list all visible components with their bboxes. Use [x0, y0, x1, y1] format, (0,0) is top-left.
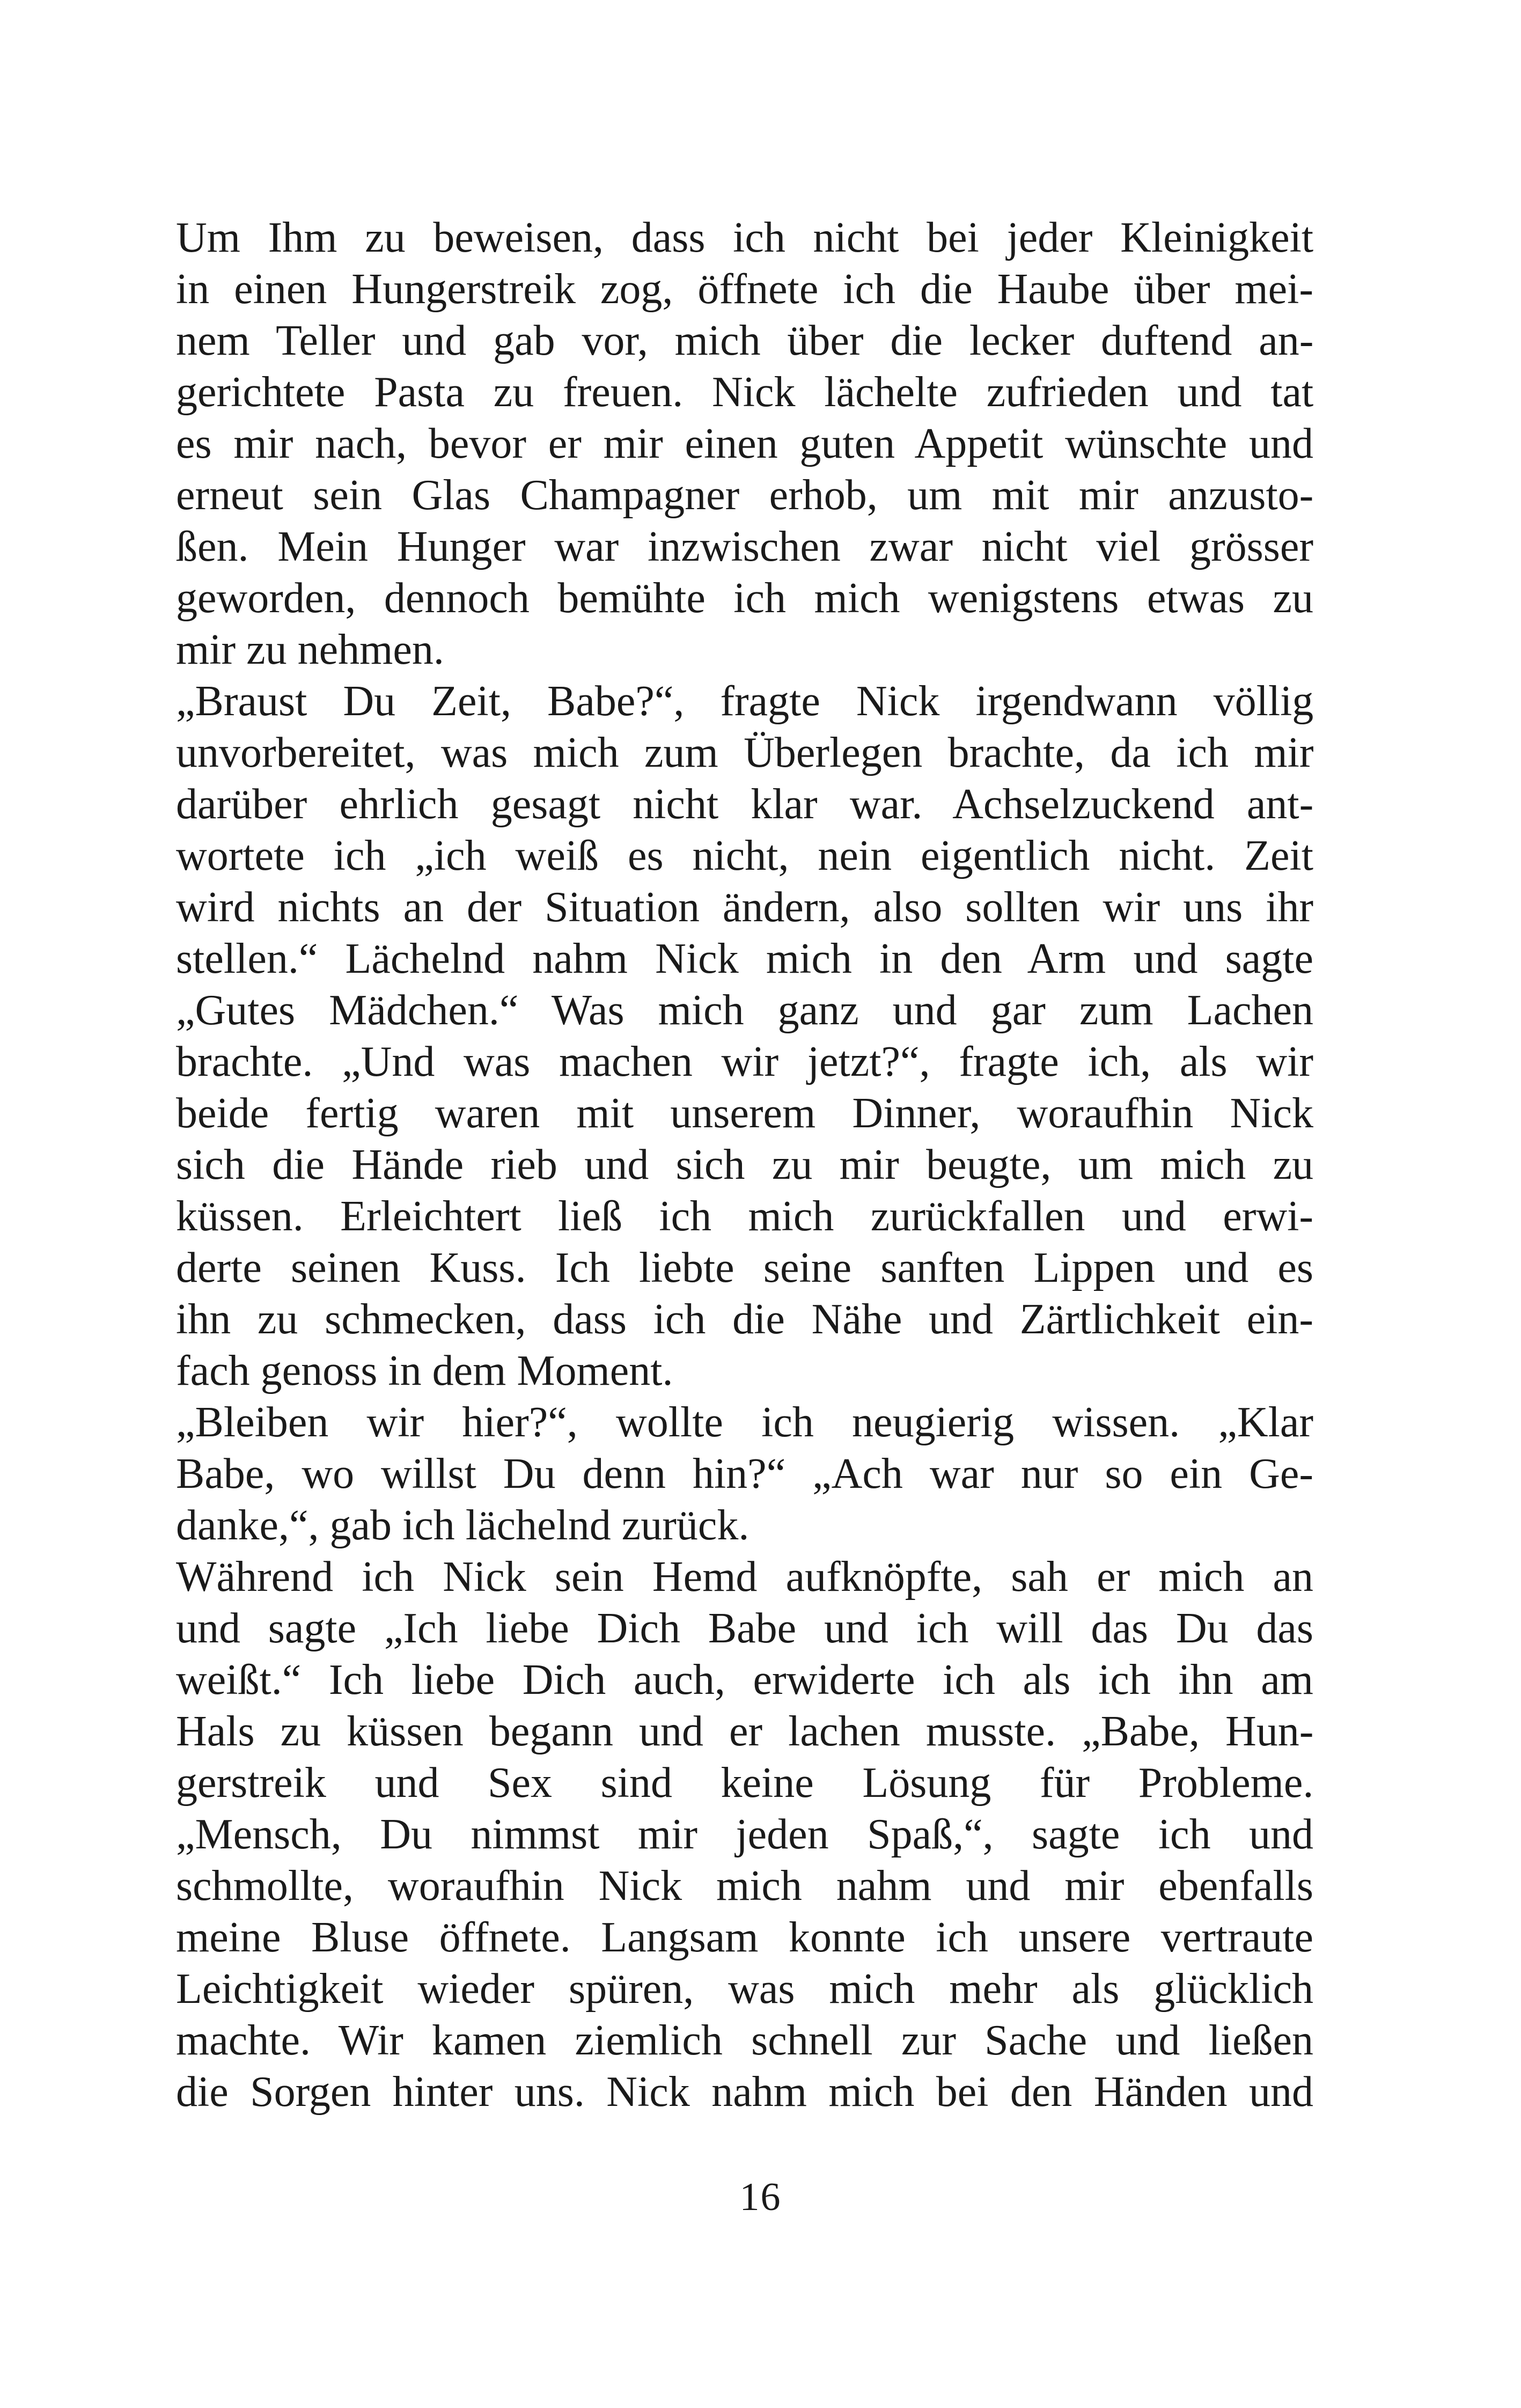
text-line: es mir nach, bevor er mir einen guten Appetit wünschte und — [176, 420, 1313, 467]
text-line: danke,“, gab ich lächelnd zurück. — [176, 1502, 750, 1549]
text-line: erneut sein Glas Champagner erhob, um mit mir anzusto- — [176, 472, 1314, 519]
body-text — [176, 212, 1313, 2118]
text-line: fach genoss in dem Moment. — [176, 1347, 673, 1394]
text-line: weißt.“ Ich liebe Dich auch, erwiderte ich als ich ihn am — [176, 1656, 1313, 1704]
text-line: darüber ehrlich gesagt nicht klar war. Achselzuckend ant- — [176, 781, 1314, 828]
text-line: die Sorgen hinter uns. Nick nahm mich bei den Händen und — [176, 2068, 1313, 2116]
page-number: 16 — [739, 2175, 782, 2219]
text-line: ßen. Mein Hunger war inzwischen zwar nicht viel grösser — [176, 523, 1313, 570]
text-line: Während ich Nick sein Hemd aufknöpfte, sah er mich an — [176, 1553, 1313, 1601]
text-line: „Mensch, Du nimmst mir jeden Spaß,“, sagte ich und — [176, 1811, 1313, 1858]
text-line: in einen Hungerstreik zog, öffnete ich die Haube über mei- — [176, 266, 1313, 313]
text-line: „Gutes Mädchen.“ Was mich ganz und gar zum Lachen — [176, 987, 1313, 1034]
text-line: wird nichts an der Situation ändern, also sollten wir uns ihr — [176, 884, 1313, 931]
text-line: stellen.“ Lächelnd nahm Nick mich in den Arm und sagte — [176, 935, 1313, 982]
text-line: machte. Wir kamen ziemlich schnell zur Sache und ließen — [176, 2017, 1313, 2064]
text-line: sich die Hände rieb und sich zu mir beugte, um mich zu — [176, 1141, 1314, 1188]
text-line: schmollte, woraufhin Nick mich nahm und mir ebenfalls — [176, 1862, 1313, 1910]
text-line: mir zu nehmen. — [176, 626, 444, 673]
text-line: brachte. „Und was machen wir jetzt?“, fragte ich, als wir — [176, 1038, 1313, 1085]
text-line: derte seinen Kuss. Ich liebte seine sanften Lippen und es — [176, 1244, 1313, 1291]
text-line: geworden, dennoch bemühte ich mich wenigstens etwas zu — [176, 575, 1313, 622]
text-line: nem Teller und gab vor, mich über die lecker duftend an- — [176, 317, 1314, 364]
text-line: küssen. Erleichtert ließ ich mich zurückfallen und erwi- — [176, 1193, 1313, 1240]
text-line: Babe, wo willst Du denn hin?“ „Ach war nur so ein Ge- — [176, 1450, 1313, 1497]
text-line: wortete ich „ich weiß es nicht, nein eigentlich nicht. Zeit — [176, 832, 1313, 879]
text-line: und sagte „Ich liebe Dich Babe und ich will das Du das — [176, 1605, 1313, 1652]
text-line: Leichtigkeit wieder spüren, was mich mehr als glücklich — [176, 1965, 1313, 2013]
text-line: „Braust Du Zeit, Babe?“, fragte Nick irgendwann völlig — [176, 678, 1314, 725]
text-line: Hals zu küssen begann und er lachen musste. „Babe, Hun- — [176, 1708, 1314, 1755]
text-line: Um Ihm zu beweisen, dass ich nicht bei jeder Kleinigkeit — [176, 214, 1314, 261]
text-line: unvorbereitet, was mich zum Überlegen brachte, da ich mir — [176, 729, 1314, 776]
text-line: meine Bluse öffnete. Langsam konnte ich unsere vertraute — [176, 1914, 1313, 1961]
text-line: beide fertig waren mit unserem Dinner, woraufhin Nick — [176, 1090, 1313, 1137]
text-line: gerichtete Pasta zu freuen. Nick lächelte zufrieden und tat — [176, 369, 1314, 416]
text-line: ihn zu schmecken, dass ich die Nähe und Zärtlichkeit ein- — [176, 1296, 1313, 1343]
text-line: „Bleiben wir hier?“, wollte ich neugierig wissen. „Klar — [176, 1399, 1313, 1446]
text-line: gerstreik und Sex sind keine Lösung für Probleme. — [176, 1759, 1314, 1807]
